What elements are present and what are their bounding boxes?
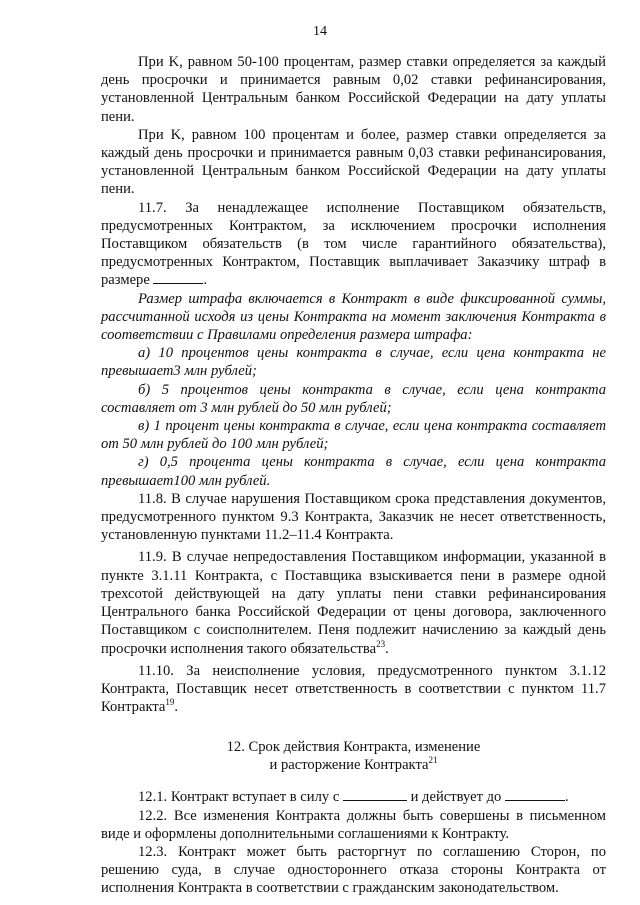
clause-12-1: [101, 788, 606, 806]
clause-12-1-text-b: и действует до: [406, 789, 505, 806]
clause-11-7-end: .: [203, 272, 208, 289]
page-number: 14: [313, 24, 327, 39]
footnote-ref-21: 21: [428, 755, 438, 766]
paragraph-k-50-100: При K, равном 50-100 процентам, размер ставки определяется за каждый день просрочки и принимается равным 0,02 ставки рефинансирования, установленной Центральным банком Российской Федерации на дату уплаты пени.: [101, 54, 606, 125]
footnote-ref-19: 19: [165, 697, 175, 708]
clause-11-7: [101, 199, 606, 290]
footnote-ref-23: 23: [376, 638, 386, 649]
clause-11-7-text: 11.7. За ненадлежащее исполнение Поставщиком обязательств, предусмотренных Контрактом, за исключением просрочки исполнения Поставщиком обязательств (в том числе гарантийного обязательства), предусмотренных Контрактом, Поставщик выплачивает Заказчику штраф в размере: [101, 199, 606, 289]
document-body: [101, 53, 606, 898]
section-12-heading-line2: [101, 756, 606, 774]
clause-11-9-text: 11.9. В случае непредоставления Поставщиком информации, указанной в пункте 3.1.11 Контракта, с Поставщика взыскивается пени в размере одной трехсотой действующей на дату уплаты пени ставки рефинансирования Центрального банка Российской Федерации от цены договора, заключенного Поставщиком с соисполнителем. Пеня подлежит начислению за каждый день просрочки исполнения такого обязательства: [101, 549, 606, 657]
section-12-heading-line1: 12. Срок действия Контракта, изменение: [226, 739, 481, 756]
section-12-heading: [101, 738, 606, 774]
section-12-heading-line2-text: и расторжение Контракта: [269, 757, 429, 774]
fine-note-v: в) 1 процент цены контракта в случае, если цена контракта составляет от 50 млн рублей до 100 млн рублей;: [101, 418, 606, 453]
clause-12-1-text-c: .: [565, 789, 569, 806]
clause-11-8: 11.8. В случае нарушения Поставщиком срока представления документов, предусмотренного пунктом 9.3 Контракта, Заказчик не несет ответственность, установленную пунктами 11.2–11.4 Контракта.: [101, 490, 606, 544]
clause-11-10: [101, 662, 606, 717]
paragraph-k-100: При K, равном 100 процентам и более, размер ставки определяется за каждый день просрочки и принимается равным 0,03 ставки рефинансирования, установленной Центральным банком Российской Федерации на дату уплаты пени.: [101, 126, 606, 198]
fine-note-a: а) 10 процентов цены контракта в случае, если цена контракта не превышает3 млн рублей;: [101, 345, 606, 380]
fine-note-g: г) 0,5 процента цены контракта в случае, если цена контракта превышает100 млн рублей.: [101, 454, 606, 489]
clause-11-9: [101, 548, 606, 657]
clause-11-10-text: 11.10. За неисполнение условия, предусмотренного пунктом 3.1.12 Контракта, Поставщик несет ответственность в соответствии с пунктом 11.7 Контракта: [101, 662, 606, 716]
clause-11-9-end: .: [385, 640, 389, 657]
clause-12-2: 12.2. Все изменения Контракта должны быть совершены в письменном виде и оформлены дополнительными соглашениями к Контракту.: [101, 807, 606, 842]
start-date-blank: [343, 788, 407, 801]
clause-12-3: 12.3. Контракт может быть расторгнут по соглашению Сторон, по решению суда, в случае одностороннего отказа стороны Контракта от исполнения Контракта в соответствии с гражданским законодательством.: [101, 843, 606, 897]
fine-note-intro: Размер штрафа включается в Контракт в виде фиксированной суммы, рассчитанной исходя из цены Контракта на момент заключения Контракта в соответствии с Правилами определения размера штрафа:: [101, 290, 606, 344]
end-date-blank: [505, 788, 565, 801]
fine-note-b: б) 5 процентов цены контракта в случае, если цена контракта составляет от 3 млн рублей до 50 млн рублей;: [101, 381, 606, 416]
fine-amount-blank: [153, 271, 203, 284]
clause-12-1-text-a: 12.1. Контракт вступает в силу с: [138, 789, 343, 806]
clause-11-10-end: .: [174, 699, 179, 716]
